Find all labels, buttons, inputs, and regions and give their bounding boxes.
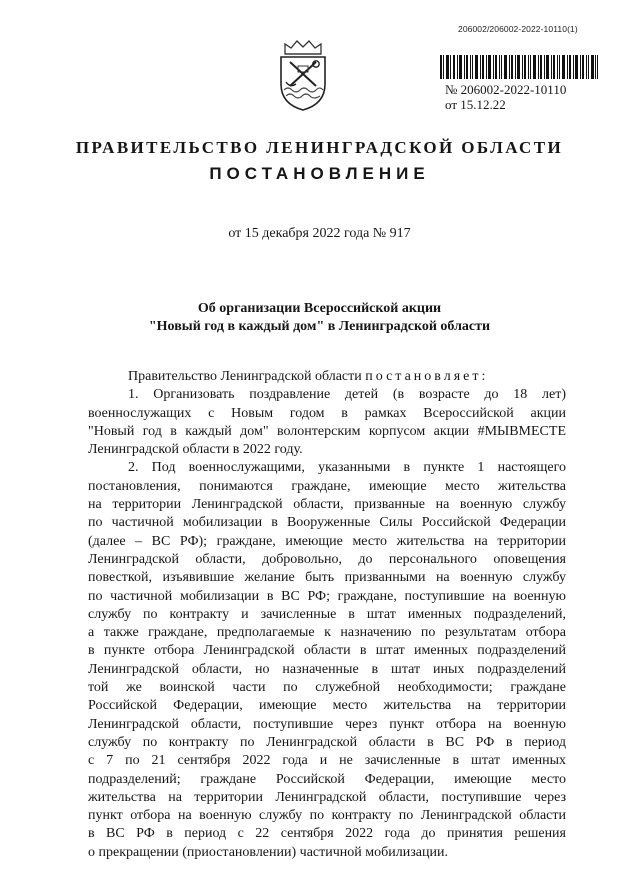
decree-body (88, 368, 566, 862)
body-line: Ленинградской области, но назначенные в штат иных подразделений (88, 661, 566, 677)
intro-verb: постановляет: (365, 369, 489, 384)
body-line: повесткой, изъявившие желание быть призванными на военную службу (88, 570, 566, 586)
body-line: Российской Федерации, имеющие место жительства на территории (88, 698, 566, 714)
document-type: ПОСТАНОВЛЕНИЕ (209, 164, 430, 183)
body-line: (далее – ВС РФ); граждане, имеющие место жительства на территории (88, 533, 566, 549)
body-line: с 7 по 21 сентября 2022 года и не зачисленные в штат именных (88, 753, 566, 769)
registration-block (445, 82, 566, 112)
body-line: по частичной мобилизации в ВС РФ; граждане, поступившие на военную (88, 588, 566, 604)
body-line: Ленинградской области в 2022 году. (88, 442, 303, 458)
decree-date: от 15 декабря 2022 года № 917 (228, 226, 411, 241)
body-line: а также граждане, предполагаемые к назначению по результатам отбора (88, 625, 566, 641)
body-line: службу по контракту и зачисленные в штат именных подразделений, (88, 606, 566, 622)
body-line: Ленинградской области, поступившие через пункт отбора на военную (88, 716, 566, 732)
body-line: по частичной мобилизации в Вооруженные Силы Российской Федерации (88, 515, 566, 531)
government-name: ПРАВИТЕЛЬСТВО ЛЕНИНГРАДСКОЙ ОБЛАСТИ (75, 138, 564, 157)
registration-number: № 206002-2022-10110 (445, 82, 567, 97)
body-line: пункт отбора на военную службу по контракту по Ленинградской области (88, 808, 566, 824)
body-line: 2. Под военнослужащими, указанными в пункте 1 настоящего (128, 460, 566, 476)
title-line: Об организации Всероссийской акции (197, 301, 442, 316)
title-line: "Новый год в каждый дом" в Ленинградской области (148, 319, 491, 334)
body-line: о прекращении (приостановлении) частичной мобилизации. (88, 844, 448, 860)
body-line: той же воинской части по служебной необходимости; граждане (88, 680, 566, 696)
document-id: 206002/206002-2022-10110(1) (458, 24, 578, 34)
registration-date: от 15.12.22 (445, 97, 506, 112)
barcode (440, 55, 598, 79)
body-line: в ВС РФ в период с 22 сентября 2022 года до принятия решения (88, 826, 566, 842)
body-line: на территории Ленинградской области, призванные на военную службу (88, 497, 566, 513)
body-line: в пункте отбора Ленинградской области в штат именных подразделений (88, 643, 566, 659)
decree-title (0, 300, 639, 336)
coat-of-arms-icon (275, 38, 331, 112)
body-line: "Новый год в каждый дом" волонтерским корпусом акции #МЫВМЕСТЕ (88, 423, 566, 439)
body-line: военнослужащих с Новым годом в рамках Всероссийской акции (88, 405, 566, 421)
body-line: Ленинградской области, добровольно, до персонального оповещения (88, 551, 566, 567)
body-intro (88, 368, 566, 386)
body-line: 1. Организовать поздравление детей (в возрасте до 18 лет) (128, 387, 566, 403)
body-line: постановления, понимаются граждане, имеющие место жительства (88, 478, 566, 494)
body-line: жительства на территории Ленинградской области, поступившие через (88, 789, 566, 805)
body-line: службу по контракту по Ленинградской области в ВС РФ в период (88, 734, 566, 750)
body-line: подразделений; граждане Российской Федерации, имеющие место (88, 771, 566, 787)
intro-text: Правительство Ленинградской области (128, 369, 366, 384)
